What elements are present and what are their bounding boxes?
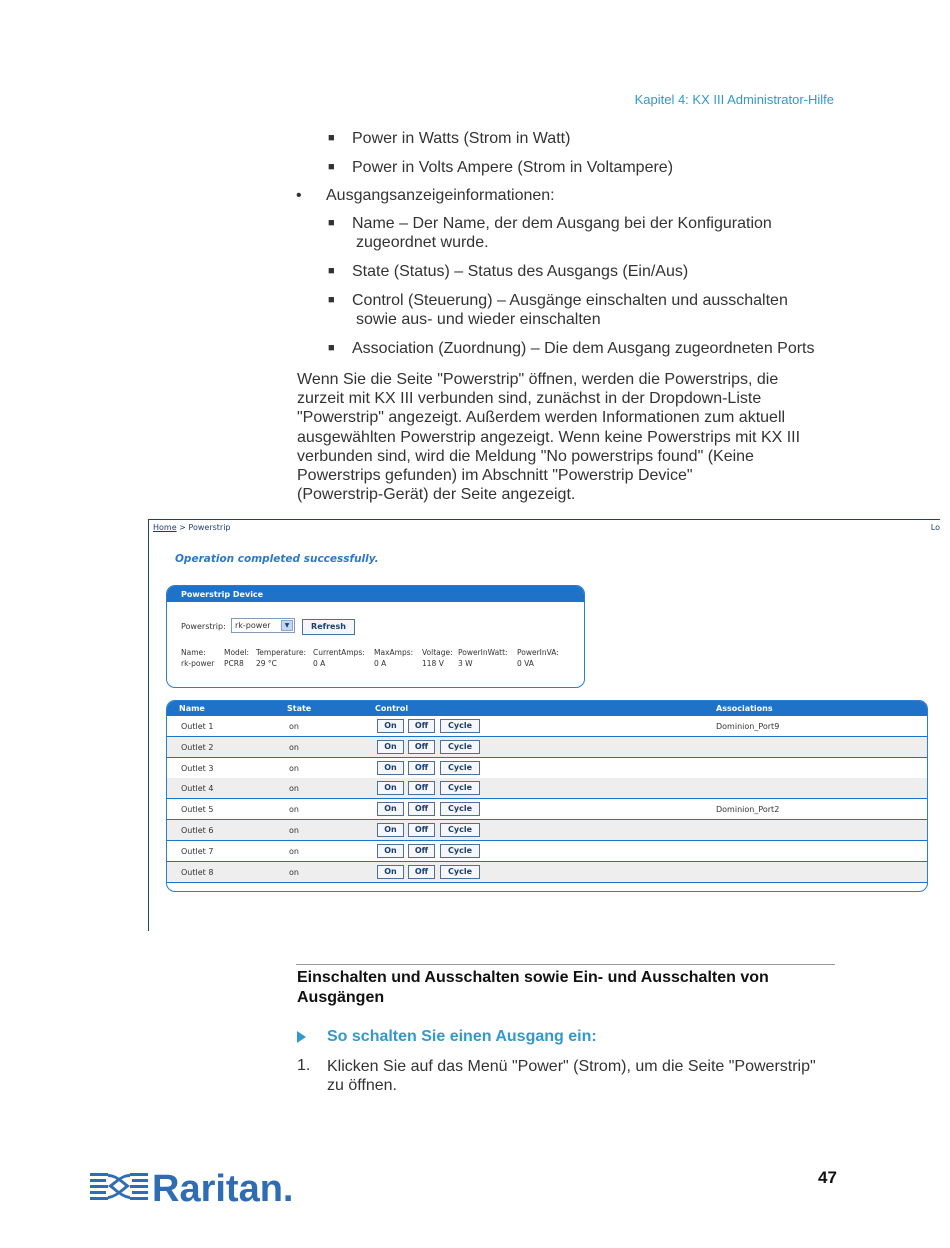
column-header-associations: Associations xyxy=(716,704,773,713)
powerstrip-screenshot xyxy=(148,519,940,931)
info-value: 0 VA xyxy=(517,659,534,668)
logo-wordmark: Raritan. xyxy=(152,1168,294,1209)
outlet-name: Outlet 4 xyxy=(181,784,214,794)
paragraph-line: (Powerstrip-Gerät) der Seite angezeigt. xyxy=(297,486,576,504)
cycle-button[interactable]: Cycle xyxy=(440,781,480,795)
off-button[interactable]: Off xyxy=(408,844,435,858)
off-button[interactable]: Off xyxy=(408,865,435,879)
term: Association (Zuordnung) xyxy=(352,340,527,357)
section-title-line: Einschalten und Ausschalten sowie Ein- und Ausschalten von xyxy=(297,969,769,986)
section-title-line: Ausgängen xyxy=(297,988,385,1006)
outlet-name: Outlet 2 xyxy=(181,742,214,752)
description: – Status des Ausgangs (Ein/Aus) xyxy=(449,263,689,280)
breadcrumb xyxy=(153,523,231,532)
section-title xyxy=(297,968,817,1007)
breadcrumb-separator: > xyxy=(176,523,189,532)
description: – Die dem Ausgang zugeordneten Ports xyxy=(526,340,815,357)
breadcrumb-home-link[interactable]: Home xyxy=(153,523,177,532)
paragraph-line: zurzeit mit KX III verbunden sind, zunächst in der Dropdown-Liste xyxy=(297,390,762,408)
body-paragraph xyxy=(297,370,837,504)
cycle-button[interactable]: Cycle xyxy=(440,719,480,733)
info-value: PCR8 xyxy=(224,659,244,668)
table-row xyxy=(167,862,927,883)
paragraph-line: Wenn Sie die Seite "Powerstrip" öffnen, werden die Powerstrips, die xyxy=(297,371,779,388)
outlet-state: on xyxy=(289,846,299,856)
breadcrumb-current: Powerstrip xyxy=(188,523,231,532)
list-item-text xyxy=(352,339,872,358)
step-text xyxy=(327,1057,837,1095)
outlet-state: on xyxy=(289,784,299,794)
outlet-association: Dominion_Port2 xyxy=(716,805,780,815)
square-bullet-icon: ■ xyxy=(328,132,335,144)
list-item-text xyxy=(352,291,842,329)
outlet-association: Dominion_Port9 xyxy=(716,722,780,731)
table-row xyxy=(167,778,927,799)
step-number: 1. xyxy=(297,1057,311,1074)
square-bullet-icon: ■ xyxy=(328,294,335,306)
table-row xyxy=(167,799,927,820)
info-header: Model: xyxy=(224,648,250,657)
step-text-line: Klicken Sie auf das Menü "Power" (Strom), um die Seite "Powerstrip" xyxy=(327,1058,816,1075)
square-bullet-icon: ■ xyxy=(328,265,335,277)
on-button[interactable]: On xyxy=(377,719,404,733)
outlet-name: Outlet 5 xyxy=(181,805,214,815)
table-row xyxy=(167,737,927,758)
off-button[interactable]: Off xyxy=(408,802,435,816)
term: State (Status) xyxy=(352,263,450,280)
info-header: MaxAmps: xyxy=(374,648,414,657)
description-cont: sowie aus- und wieder einschalten xyxy=(356,311,601,328)
outlet-name: Outlet 6 xyxy=(181,826,214,835)
info-header: PowerInWatt: xyxy=(458,648,508,657)
info-value: 0 A xyxy=(313,659,326,668)
on-button[interactable]: On xyxy=(377,781,404,795)
outlet-name: Outlet 8 xyxy=(181,867,214,877)
column-header-state: State xyxy=(287,704,312,713)
cycle-button[interactable]: Cycle xyxy=(440,823,480,837)
term: Name xyxy=(352,215,395,232)
outlet-state: on xyxy=(289,805,299,815)
column-header-control: Control xyxy=(375,704,409,713)
square-bullet-icon: ■ xyxy=(328,161,335,173)
info-value: 3 W xyxy=(458,659,473,668)
paragraph-line: ausgewählten Powerstrip angezeigt. Wenn keine Powerstrips mit KX III xyxy=(297,428,801,446)
info-value: 118 V xyxy=(422,659,444,668)
info-header: Name: xyxy=(181,648,206,657)
list-item-text xyxy=(352,262,842,281)
info-value: 29 °C xyxy=(256,659,277,668)
term: Control (Steuerung) xyxy=(352,292,493,309)
info-header: Voltage: xyxy=(422,648,453,657)
off-button[interactable]: Off xyxy=(408,781,435,795)
outlet-state: on xyxy=(289,826,299,835)
cycle-button[interactable]: Cycle xyxy=(440,844,480,858)
on-button[interactable]: On xyxy=(377,740,404,754)
list-item-text: Power in Watts (Strom in Watt) xyxy=(352,130,571,147)
info-header: CurrentAmps: xyxy=(313,648,365,657)
info-header: PowerInVA: xyxy=(517,648,559,657)
on-button[interactable]: On xyxy=(377,844,404,858)
chapter-header: Kapitel 4: KX III Administrator-Hilfe xyxy=(634,92,834,107)
dropdown-arrow-icon[interactable]: ▼ xyxy=(281,620,293,631)
success-message: Operation completed successfully. xyxy=(175,553,379,565)
outlet-state: on xyxy=(289,867,299,877)
paragraph-line: Powerstrips gefunden) im Abschnitt "Powerstrip Device" xyxy=(297,467,693,485)
square-bullet-icon: ■ xyxy=(328,342,335,354)
square-bullet-icon: ■ xyxy=(328,217,335,229)
round-bullet-icon: • xyxy=(296,187,302,204)
info-value: 0 A xyxy=(374,659,387,668)
outlet-name: Outlet 1 xyxy=(181,722,214,731)
description: – Ausgänge einschalten und ausschalten xyxy=(492,292,788,309)
description: – Der Name, der dem Ausgang bei der Konfiguration xyxy=(394,215,772,232)
powerstrip-selected-value: rk-power xyxy=(235,621,271,630)
info-value: rk-power xyxy=(181,659,215,668)
list-item-text: Power in Volts Ampere (Strom in Voltampere) xyxy=(352,159,674,176)
raritan-logo xyxy=(88,1164,298,1209)
cycle-button[interactable]: Cycle xyxy=(440,761,480,775)
table-header xyxy=(167,701,927,716)
table-row xyxy=(167,758,927,779)
powerstrip-label: Powerstrip: xyxy=(181,622,226,631)
cycle-button[interactable]: Cycle xyxy=(440,865,480,879)
on-button[interactable]: On xyxy=(377,802,404,816)
outlet-state: on xyxy=(289,742,299,752)
cycle-button[interactable]: Cycle xyxy=(440,802,480,816)
table-row xyxy=(167,716,927,737)
paragraph-line: "Powerstrip" angezeigt. Außerdem werden Informationen zum aktuell xyxy=(297,409,786,427)
off-button[interactable]: Off xyxy=(408,823,435,837)
paragraph-line: verbunden sind, wird die Meldung "No powerstrips found" (Keine xyxy=(297,447,754,465)
info-header: Temperature: xyxy=(256,648,307,657)
outlet-name: Outlet 3 xyxy=(181,763,214,773)
logout-link[interactable]: Lo xyxy=(930,523,940,532)
off-button[interactable]: Off xyxy=(408,761,435,775)
on-button[interactable]: On xyxy=(377,823,404,837)
column-header-name: Name xyxy=(179,704,205,713)
outlet-name: Outlet 7 xyxy=(181,846,214,856)
outlet-state: on xyxy=(289,763,299,773)
panel-title: Powerstrip Device xyxy=(167,586,584,602)
list-item-text: Ausgangsanzeigeinformationen: xyxy=(326,187,555,204)
triangle-right-icon xyxy=(297,1031,306,1043)
off-button[interactable]: Off xyxy=(408,719,435,733)
cycle-button[interactable]: Cycle xyxy=(440,740,480,754)
on-button[interactable]: On xyxy=(377,865,404,879)
procedure-heading: So schalten Sie einen Ausgang ein: xyxy=(327,1028,597,1045)
outlet-table xyxy=(166,700,928,892)
page-number: 47 xyxy=(818,1168,837,1187)
step-text-line: zu öffnen. xyxy=(327,1077,397,1094)
on-button[interactable]: On xyxy=(377,761,404,775)
raritan-logo-icon xyxy=(88,1164,298,1209)
table-row xyxy=(167,841,927,862)
description-cont: zugeordnet wurde. xyxy=(356,234,489,251)
section-divider xyxy=(296,964,835,965)
list-item-text xyxy=(352,214,842,252)
refresh-button[interactable]: Refresh xyxy=(302,619,355,635)
off-button[interactable]: Off xyxy=(408,740,435,754)
powerstrip-device-panel xyxy=(166,585,585,688)
outlet-state: on xyxy=(289,722,299,731)
powerstrip-select[interactable] xyxy=(231,618,295,633)
table-row xyxy=(167,820,927,841)
